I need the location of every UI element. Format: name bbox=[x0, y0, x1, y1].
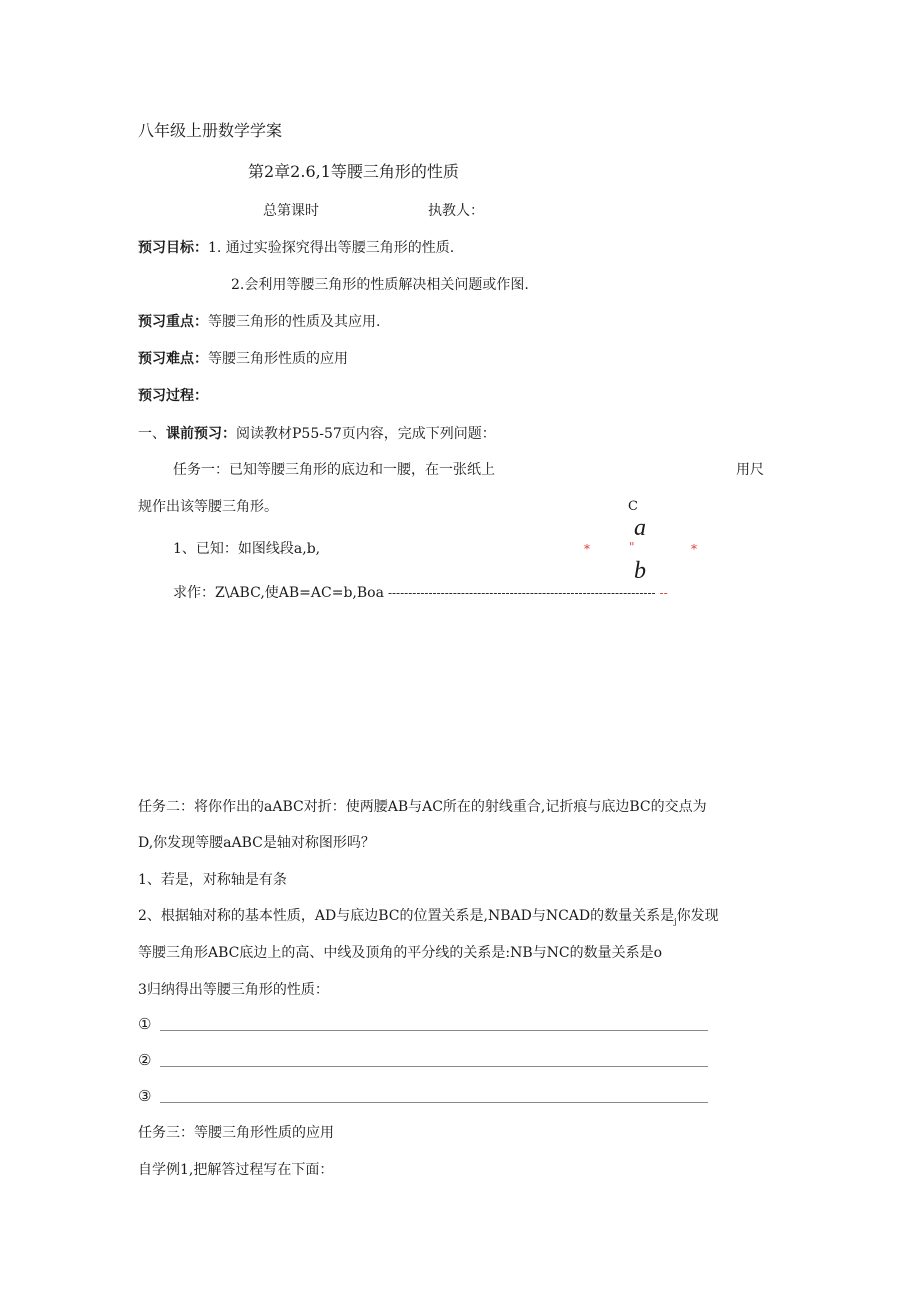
task2-question2: 2、根据轴对称的基本性质，AD与底边BC的位置关系是,NBAD与NCAD的数量关系是 bbox=[138, 908, 675, 924]
task1-line1-end: 用尺 bbox=[736, 462, 764, 478]
objectives-label: 预习目标： bbox=[138, 240, 208, 256]
task1-dashes-red: -- bbox=[659, 586, 668, 600]
objective-1: 1. 通过实验探究得出等腰三角形的性质. bbox=[208, 240, 455, 256]
task3-example: 自学例1,把解答过程写在下面： bbox=[138, 1162, 334, 1178]
chapter-title: 第2章2.6,1等腰三角形的性质 bbox=[248, 162, 459, 181]
section1-prefix: 一、 bbox=[138, 426, 166, 442]
key-point-label: 预习重点： bbox=[138, 314, 208, 330]
figure-label-a: a bbox=[634, 515, 646, 541]
task1-line2: 规作出该等腰三角形。 bbox=[138, 499, 278, 515]
task2-question2-sub: j bbox=[674, 916, 677, 926]
task1-require-row bbox=[173, 586, 668, 600]
section1-text: 阅读教材P55-57页内容，完成下列问题： bbox=[236, 426, 496, 442]
section1-row bbox=[138, 427, 496, 441]
task2-question2-end: 你发现 bbox=[676, 908, 719, 924]
answer-line-2[interactable] bbox=[160, 1066, 708, 1067]
figure-mark-right: * bbox=[691, 542, 697, 556]
task2-question2-row bbox=[138, 909, 719, 926]
key-point-row bbox=[138, 315, 380, 329]
answer-bullet-2: ② bbox=[138, 1051, 152, 1069]
task2-line2: D,你发现等腰aABC是轴对称图形吗？ bbox=[138, 835, 375, 851]
teacher-label: 执教人： bbox=[428, 203, 484, 219]
key-point-text: 等腰三角形的性质及其应用. bbox=[208, 314, 381, 330]
objectives-row bbox=[138, 241, 454, 255]
process-label: 预习过程： bbox=[138, 388, 208, 404]
difficulty-row bbox=[138, 352, 348, 366]
task2-question1: 1、若是，对称轴是有条 bbox=[138, 872, 287, 888]
period-label: 总第课时 bbox=[263, 203, 319, 219]
answer-bullet-1: ① bbox=[138, 1015, 152, 1033]
task2-question3: 3归纳得出等腰三角形的性质： bbox=[138, 982, 329, 998]
task1-given: 1、已知：如图线段a,b, bbox=[173, 541, 321, 557]
task2-question2-line2: 等腰三角形ABC底边上的高、中线及顶角的平分线的关系是:NB与NC的数量关系是o bbox=[138, 945, 663, 961]
task1-dashes: ------------------------------------------------------------------ bbox=[387, 586, 656, 600]
section1-label: 课前预习： bbox=[166, 426, 236, 442]
objective-2: 2.会利用等腰三角形的性质解决相关问题或作图. bbox=[231, 277, 529, 293]
answer-line-3[interactable] bbox=[160, 1102, 708, 1103]
task2-line1: 任务二：将你作出的aABC对折：使两腰AB与AC所在的射线重合,记折痕与底边BC的交点为 bbox=[138, 799, 707, 815]
answer-line-1[interactable] bbox=[160, 1030, 708, 1031]
figure-label-c: C bbox=[628, 499, 638, 514]
task1-require: 求作：Z\ABC,使AB=AC=b,Boa bbox=[173, 585, 384, 601]
document-title: 八年级上册数学学案 bbox=[138, 121, 283, 140]
figure-mark-left: * bbox=[584, 542, 590, 556]
task1-line1: 任务一：已知等腰三角形的底边和一腰，在一张纸上 bbox=[173, 462, 495, 478]
answer-bullet-3: ③ bbox=[138, 1087, 152, 1105]
difficulty-text: 等腰三角形性质的应用 bbox=[208, 351, 348, 367]
difficulty-label: 预习难点： bbox=[138, 351, 208, 367]
task3-title: 任务三：等腰三角形性质的应用 bbox=[138, 1125, 334, 1141]
figure-mark-middle: " bbox=[629, 540, 635, 554]
figure-label-b: b bbox=[634, 558, 646, 584]
